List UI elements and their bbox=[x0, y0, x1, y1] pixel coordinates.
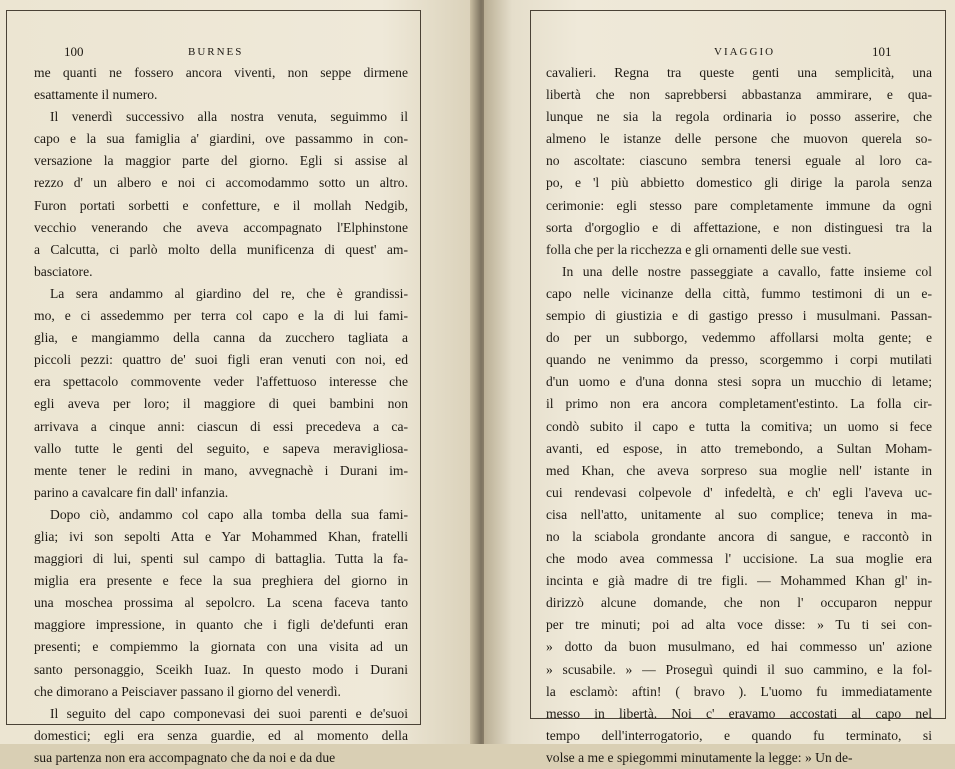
text-line: era spettacolo commovente veder l'affettuoso interesse che bbox=[34, 374, 408, 390]
right-page-number: 101 bbox=[872, 44, 892, 59]
text-line: mente tener le redini in mano, avvegnachè i Durani im- bbox=[34, 462, 408, 478]
text-line: no la sciabola grondante ancora di sangue, e raccontò in bbox=[546, 528, 932, 544]
text-line: esattamente il numero. bbox=[34, 87, 158, 103]
text-line: med Khan, che aveva sorpreso sua moglie nell' istante in bbox=[546, 462, 932, 478]
text-line: lunque ne sia la regola ordinaria io posso asserire, che bbox=[546, 109, 932, 125]
text-line: che modo avea commessa l' uccisione. La sua moglie era bbox=[546, 551, 932, 567]
right-page-body bbox=[546, 62, 932, 769]
text-line: cavalieri. Regna tra queste genti una semplicità, una bbox=[546, 65, 932, 80]
text-line: sua partenza non era accompagnato che da noi e da due bbox=[34, 749, 336, 765]
text-line: libertà che non saprebbersi abbastanza ammirare, e qua- bbox=[546, 87, 932, 103]
text-line: maggiori di lui, spenti sul campo di battaglia. Tutta la fa- bbox=[34, 551, 408, 567]
text-line: maggiore impressione, in quanto che i figli de'defunti eran bbox=[34, 617, 408, 633]
text-line: almeno le istanze delle persone che muovon querela so- bbox=[546, 131, 932, 147]
right-running-head: VIAGGIO bbox=[714, 46, 776, 58]
text-line: La sera andammo al giardino del re, che è grandissi- bbox=[50, 285, 408, 301]
text-line: mo, e ci assedemmo per terra col capo e la di lui fami- bbox=[34, 308, 408, 324]
text-line: tempo dell'interrogatorio, e quando fu terminato, si bbox=[546, 727, 932, 743]
text-line: la esclamò: aftin! ( bravo ). L'uomo fu immediatamente bbox=[546, 683, 932, 699]
text-line: volse a me e spiegommi minutamente la legge: » Un de- bbox=[546, 749, 853, 765]
text-line: dirizzò alcune domande, che non l' occuparon neppur bbox=[546, 595, 932, 611]
text-line: una moschea prossima al sepolcro. La scena faceva tanto bbox=[34, 595, 408, 611]
text-line: miglia era presente e fece la sua preghiera del giorno in bbox=[34, 573, 408, 589]
text-line: per tre minuti; poi ad alta voce disse: » Tu ti sei con- bbox=[546, 617, 932, 633]
text-line: incinta e già madre di tre figli. — Mohammed Khan gl' in- bbox=[546, 573, 932, 589]
text-line: parino a cavalcare fin dall' infanzia. bbox=[34, 484, 229, 500]
text-line: vecchio venerando che aveva accompagnato l'Elphinstone bbox=[34, 219, 408, 235]
text-line: Il venerdì successivo alla nostra venuta, seguimmo il bbox=[50, 109, 408, 125]
text-line: il primo non era ancora completament'estinto. La folla cir- bbox=[546, 396, 932, 412]
text-line: glia; ivi son sepolti Atta e Yar Mohammed Khan, fratelli bbox=[34, 528, 408, 544]
text-line: vallo tutte le genti del seguito, e sapeva meravigliosa- bbox=[34, 440, 408, 456]
text-line: a Calcutta, ci parlò molto della munificenza di quest' am- bbox=[34, 241, 408, 257]
text-line: sorta d'orgoglio e di affettazione, e non distinguesi tra la bbox=[546, 219, 932, 235]
text-line: cui rendevasi colpevole d' infedeltà, e ch' egli l'aveva uc- bbox=[546, 484, 932, 500]
text-line: santo personaggio, Sceikh Iuaz. In questo modo i Durani bbox=[34, 661, 408, 677]
text-line: basciatore. bbox=[34, 263, 93, 279]
left-page bbox=[0, 0, 478, 765]
text-line: » dotto da buon musulmano, ed hai commesso un' azione bbox=[546, 639, 932, 655]
text-line: cerimonie: egli stesso pare completamente immune da ogni bbox=[546, 197, 932, 213]
text-line: versazione la maggior parte del giorno. Egli si assise al bbox=[34, 153, 408, 169]
text-line: arrivava a cinque anni: ciascun di essi precedeva a ca- bbox=[34, 418, 408, 434]
text-line: no ascoltate: ciascuno sembra tenersi eguale al loro ca- bbox=[546, 153, 932, 169]
text-line: presenti; e compiemmo la giornata con una visita ad un bbox=[34, 639, 408, 655]
left-page-body bbox=[34, 62, 408, 769]
text-line: messo in libertà. Noi c' eravamo accostati al capo nel bbox=[546, 705, 932, 721]
text-line: rezzo d' un albero e noi ci accomodammo sotto un altro. bbox=[34, 175, 408, 191]
text-line: Dopo ciò, andammo col capo alla tomba della sua fami- bbox=[50, 506, 408, 522]
left-running-head: BURNES bbox=[188, 46, 244, 58]
text-line: do per un subborgo, vedemmo affollarsi molta gente; e bbox=[546, 330, 932, 346]
text-line: capo e la sua famiglia a' giardini, ove passammo in con- bbox=[34, 131, 408, 147]
text-line: quando ne venimmo da presso, scorgemmo i corpi mutilati bbox=[546, 352, 932, 368]
text-line: me quanti ne fossero ancora viventi, non seppe dirmene bbox=[34, 65, 408, 80]
text-line: cisa nell'atto, unitamente al suo complice; teneva in ma- bbox=[546, 506, 932, 522]
text-line: capo nelle vicinanze della città, fummo testimoni di un e- bbox=[546, 285, 932, 301]
text-line: po, e 'l più abbietto domestico gli dirige la parola senza bbox=[546, 175, 932, 191]
text-line: Furon portati sorbetti e confetture, e il mollah Nedgib, bbox=[34, 197, 408, 213]
text-line: » scusabile. » — Proseguì quindi il suo cammino, e la fol- bbox=[546, 661, 932, 677]
text-line: sempio di giustizia e di gastigo presso i musulmani. Passan- bbox=[546, 308, 932, 324]
right-page bbox=[484, 0, 955, 765]
text-line: che dimorano a Peisciaver passano il giorno del venerdì. bbox=[34, 683, 341, 699]
text-line: avanti, ed espose, in atto tremebondo, a Sultan Moham- bbox=[546, 440, 932, 456]
text-line: egli aveva per loro; il maggiore di quei bambini non bbox=[34, 396, 408, 412]
text-line: d'un uomo e d'una donna stesi sopra un mucchio di letame; bbox=[546, 374, 932, 390]
text-line: In una delle nostre passeggiate a cavallo, fatte insieme col bbox=[562, 263, 932, 279]
text-line: condò subito il capo e tutta la comitiva; un uomo si fece bbox=[546, 418, 932, 434]
text-line: domestici; egli era senza guardie, ed al momento della bbox=[34, 727, 408, 743]
text-line: piccoli pezzi: quattro de' suoi figli eran venuti con noi, ed bbox=[34, 352, 408, 368]
text-line: folla che per la ricchezza e gli ornamenti delle sue vesti. bbox=[546, 241, 852, 257]
text-line: glia, e mangiammo della canna da zucchero tagliata a bbox=[34, 330, 408, 346]
text-line: Il seguito del capo componevasi dei suoi parenti e de'suoi bbox=[50, 705, 408, 721]
left-page-number: 100 bbox=[64, 44, 84, 59]
